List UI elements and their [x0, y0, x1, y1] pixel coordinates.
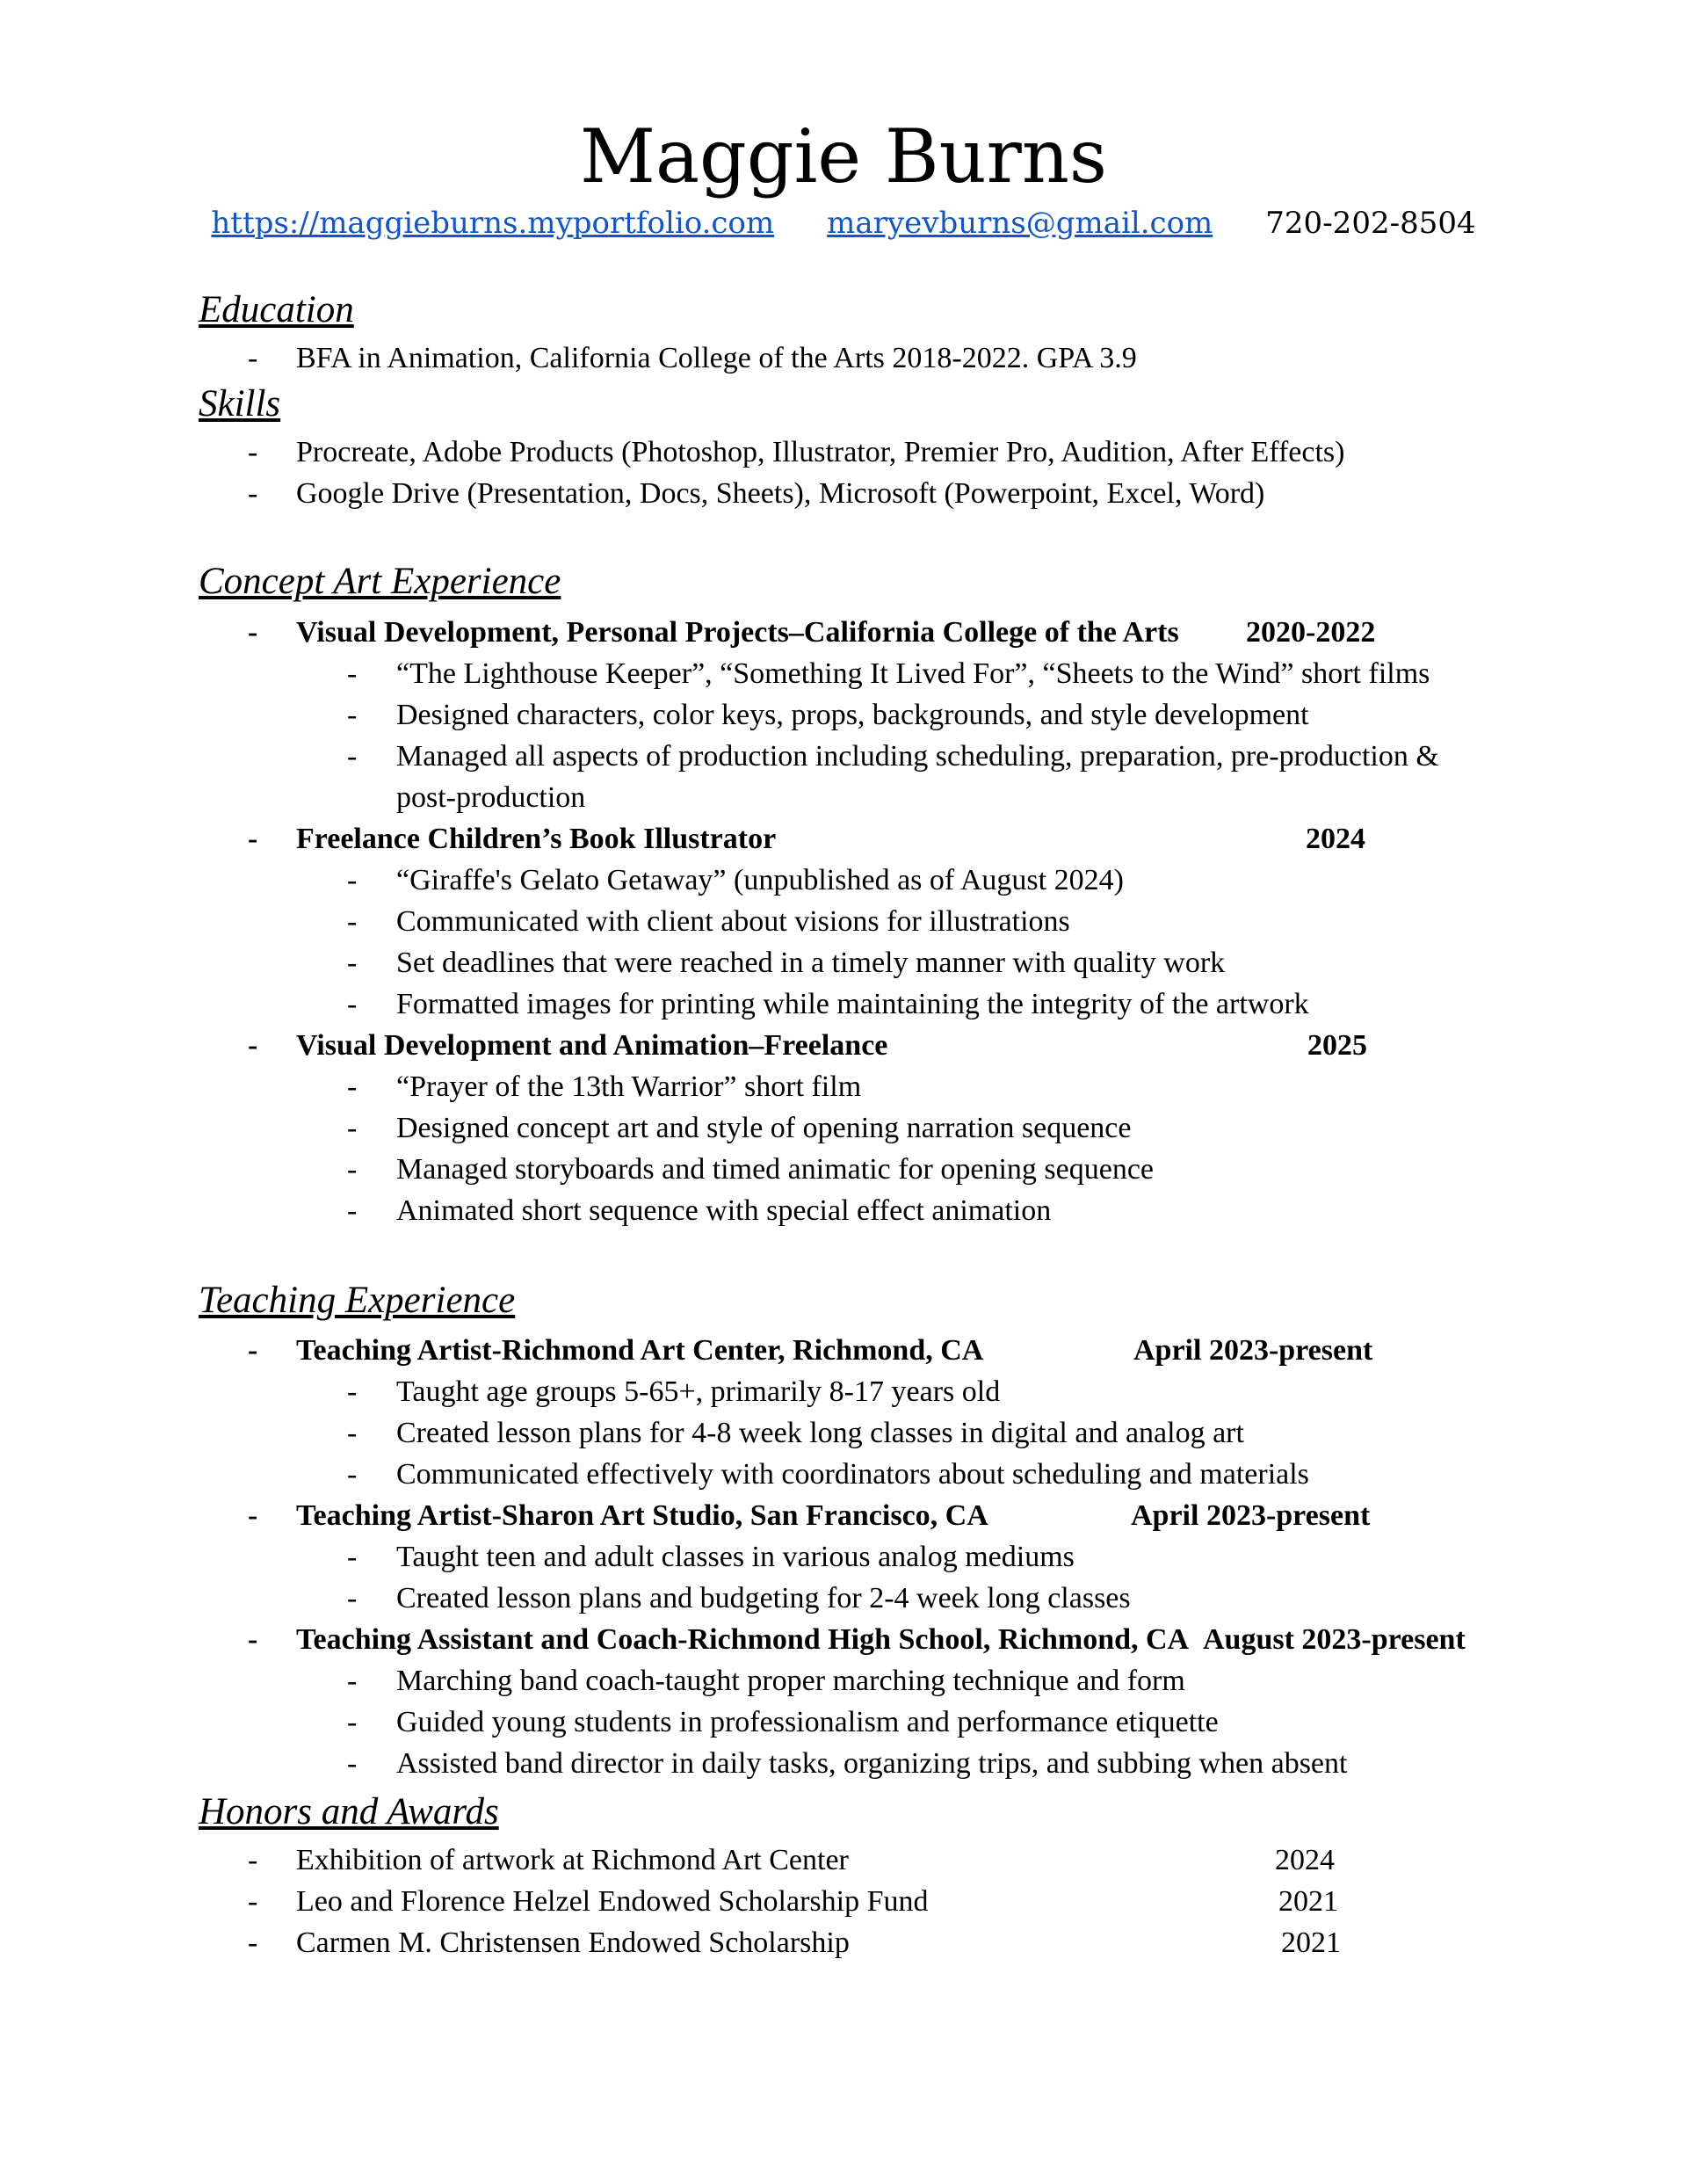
skills-item: - Procreate, Adobe Products (Photoshop, Illustrator, Premier Pro, Audition, After Effects): [248, 436, 1345, 468]
job-bullet: - Communicated with client about visions for illustrations: [347, 905, 1070, 938]
contact-line: [0, 204, 1687, 243]
job-bullet: - Managed all aspects of production including scheduling, preparation, pre-production &: [347, 740, 1439, 773]
job-date: August 2023-present: [1203, 1623, 1466, 1656]
job-date: April 2023-present: [1133, 1334, 1373, 1367]
job-bullet: - “The Lighthouse Keeper”, “Something It Lived For”, “Sheets to the Wind” short films: [347, 657, 1430, 690]
honor-date: 2021: [1278, 1885, 1338, 1918]
honor-date: 2021: [1281, 1926, 1341, 1959]
job-date: 2020-2022: [1246, 616, 1376, 649]
job-title-row: - Teaching Assistant and Coach-Richmond High School, Richmond, CA August 2023-present: [0, 1619, 1687, 1660]
job-bullet: - Communicated effectively with coordinators about scheduling and materials: [347, 1458, 1309, 1491]
teaching-heading: Teaching Experience: [199, 1280, 516, 1321]
job-bullet: - Marching band coach-taught proper marching technique and form: [347, 1665, 1185, 1697]
honor-item: - Leo and Florence Helzel Endowed Scholarship Fund 2021: [0, 1881, 1687, 1922]
education-item: - BFA in Animation, California College of the Arts 2018-2022. GPA 3.9: [248, 342, 1137, 374]
concept-heading: Concept Art Experience: [199, 561, 561, 602]
job-bullet-continued: post-production: [396, 781, 586, 814]
job-bullet: - Taught teen and adult classes in various analog mediums: [347, 1541, 1075, 1573]
job-title-row: - Teaching Artist-Sharon Art Studio, San Francisco, CA April 2023-present: [0, 1495, 1687, 1536]
resume-name: Maggie Burns: [579, 113, 1108, 200]
job-title-row: - Teaching Artist-Richmond Art Center, Richmond, CA April 2023-present: [0, 1330, 1687, 1371]
portfolio-link[interactable]: https://maggieburns.myportfolio.com: [211, 206, 775, 241]
job-bullet: - Assisted band director in daily tasks, organizing trips, and subbing when absent: [347, 1747, 1348, 1780]
job-bullet: - Set deadlines that were reached in a timely manner with quality work: [347, 947, 1226, 979]
job-bullet: - Formatted images for printing while maintaining the integrity of the artwork: [347, 988, 1309, 1020]
job-bullet: - Animated short sequence with special effect animation: [347, 1194, 1052, 1227]
job-bullet: - Designed characters, color keys, props, backgrounds, and style development: [347, 699, 1309, 731]
job-title-row: - Visual Development, Personal Projects–California College of the Arts 2020-2022: [0, 612, 1687, 653]
job-date: 2025: [1307, 1029, 1367, 1062]
skills-heading: Skills: [199, 383, 281, 424]
honor-date: 2024: [1275, 1844, 1335, 1876]
job-bullet: - Taught age groups 5-65+, primarily 8-17 years old: [347, 1375, 1001, 1408]
phone-number: 720-202-8504: [1265, 206, 1476, 241]
job-title-row: - Freelance Children’s Book Illustrator 2024: [0, 818, 1687, 860]
honor-item: - Exhibition of artwork at Richmond Art Center 2024: [0, 1839, 1687, 1881]
education-heading: Education: [199, 289, 354, 330]
job-bullet: - Guided young students in professionalism and performance etiquette: [347, 1706, 1219, 1738]
honor-item: - Carmen M. Christensen Endowed Scholarship 2021: [0, 1922, 1687, 1963]
job-date: 2024: [1306, 823, 1365, 855]
job-bullet: - “Prayer of the 13th Warrior” short film: [347, 1070, 862, 1103]
job-bullet: - Designed concept art and style of opening narration sequence: [347, 1112, 1132, 1144]
job-bullet: - Created lesson plans for 4-8 week long classes in digital and analog art: [347, 1417, 1244, 1449]
job-date: April 2023-present: [1131, 1499, 1371, 1532]
job-bullet: - “Giraffe's Gelato Getaway” (unpublished as of August 2024): [347, 864, 1124, 896]
skills-item: - Google Drive (Presentation, Docs, Sheets), Microsoft (Powerpoint, Excel, Word): [248, 477, 1265, 510]
email-link[interactable]: maryevburns@gmail.com: [827, 206, 1213, 241]
job-bullet: - Managed storyboards and timed animatic for opening sequence: [347, 1153, 1155, 1186]
job-bullet: - Created lesson plans and budgeting for 2-4 week long classes: [347, 1582, 1131, 1614]
job-title-row: - Visual Development and Animation–Freelance 2025: [0, 1025, 1687, 1066]
honors-heading: Honors and Awards: [199, 1791, 499, 1832]
